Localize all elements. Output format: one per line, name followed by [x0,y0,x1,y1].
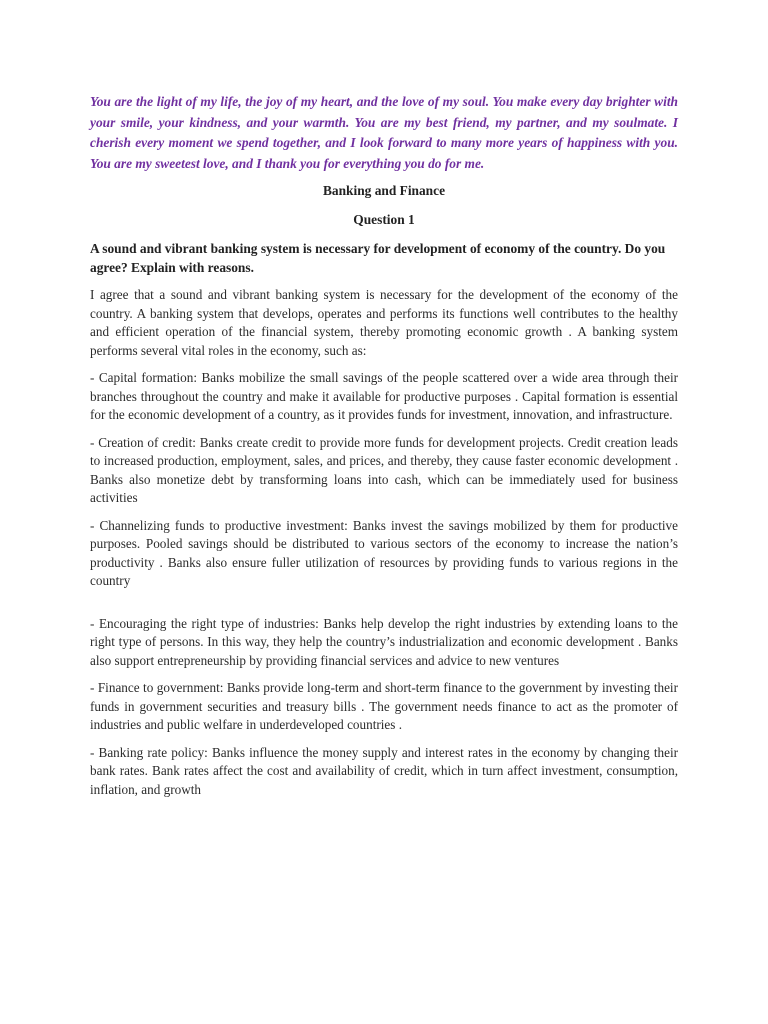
answer-paragraph-finance-to-government: - Finance to government: Banks provide long-term and short-term finance to the government by investing their funds in government securities and treasury bills . The government needs finance to act as the promoter of industries and public welfare in underdeveloped countries . [90,680,678,733]
answer-paragraph-channelizing-funds: - Channelizing funds to productive investment: Banks invest the savings mobilized by them for productive purposes. Pooled savings should be distributed to various sectors of the economy to increase the nation’s productivity . Banks also ensure fuller utilization of resources by providing funds to various regions in the country [90,517,678,589]
document-content [90,92,678,808]
answer-paragraph-encouraging-industries: - Encouraging the right type of industries: Banks help develop the right industries by extending loans to the right type of persons. In this way, they help the country’s industrialization and economic development . Banks also support entrepreneurship by providing financial services and advice to new ventures [90,615,678,668]
answer-paragraph-banking-rate-policy: - Banking rate policy: Banks influence the money supply and interest rates in the economy by changing their bank rates. Bank rates affect the cost and availability of credit, which in turn affect investment, consumption, inflation, and growth [90,744,678,797]
answer-paragraph-capital-formation: - Capital formation: Banks mobilize the small savings of the people scattered over a wide area through their branches throughout the country and make it available for productive purposes . Capital formation is essential for the economic development of a country, as it provides funds for investment, innovation, and infrastructure. [90,370,678,423]
document-title: Banking and Finance [322,183,446,199]
question-text: A sound and vibrant banking system is necessary for development of economy of the country. Do you agree? Explain with reasons. [90,241,666,275]
question-label: Question 1 [353,212,415,228]
intro-dedication-text: You are the light of my life, the joy of my heart, and the love of my soul. You make every day brighter with your smile, your kindness, and your warmth. You are my best friend, my partner, and my soulmate. I cherish every moment we spend together, and I look forward to many more years of happiness with you. You are my sweetest love, and I thank you for everything you do for me. [90,94,678,171]
answer-paragraph-intro: I agree that a sound and vibrant banking system is necessary for the development of the economy of the country. A banking system that develops, operates and performs its functions well contributes to the healthy and efficient operation of the financial system, thereby promoting economic growth . A banking system performs several vital roles in the economy, such as: [90,287,678,358]
answer-paragraph-creation-of-credit: - Creation of credit: Banks create credit to provide more funds for development projects. Credit creation leads to increased production, employment, sales, and prices, and thereby, they cause faster economic development . Banks also monetize debt by transforming loans into cash, which can be immediately used for business activities [90,434,678,506]
